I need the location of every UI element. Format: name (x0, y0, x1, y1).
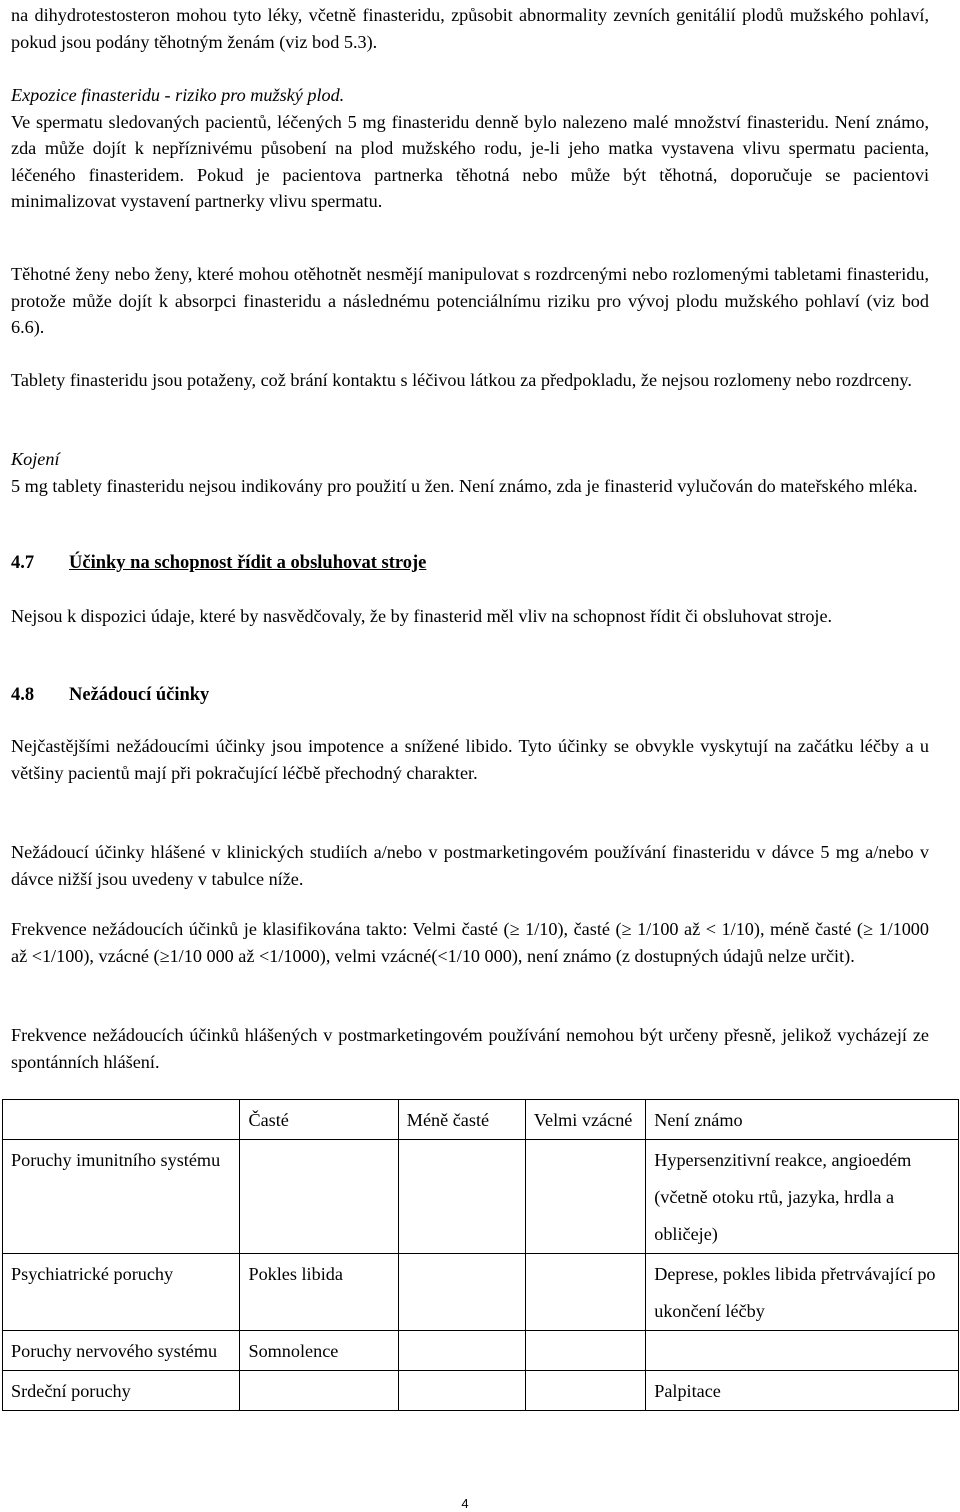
section-heading-4-8 (11, 682, 929, 708)
table-cell (398, 1140, 525, 1254)
table-cell: Srdeční poruchy (3, 1371, 240, 1411)
table-cell (525, 1140, 645, 1254)
paragraph-breastfeeding (11, 446, 929, 499)
page-number: 4 (461, 1496, 469, 1511)
subheading-exposure: Expozice finasteridu - riziko pro mužský plod. (11, 85, 345, 105)
table-cell (240, 1140, 398, 1254)
paragraph-driving: Nejsou k dispozici údaje, které by nasvědčovaly, že by finasterid měl vliv na schopnost řídit či obsluhovat stroje. (11, 606, 833, 626)
paragraph-coated-tablets: Tablety finasteridu jsou potaženy, což brání kontaktu s léčivou látkou za předpokladu, že nejsou rozlomeny nebo rozdrceny. (11, 370, 912, 390)
paragraph-reported-effects: Nežádoucí účinky hlášené v klinických studiích a/nebo v postmarketingovém používání finasteridu v dávce 5 mg a/nebo v dávce nižší jsou uvedeny v tabulce níže. (11, 842, 929, 889)
paragraph-teratogenicity: na dihydrotestosteron mohou tyto léky, včetně finasteridu, způsobit abnormality zevních genitálií plodů mužského pohlaví, pokud jsou podány těhotným ženám (viz bod 5.3). (11, 5, 929, 52)
section-heading-4-7 (11, 550, 929, 576)
table-cell: Poruchy nervového systému (3, 1331, 240, 1371)
adverse-effects-table (2, 1099, 959, 1411)
table-cell: Pokles libida (240, 1254, 398, 1331)
paragraph-male-fetus-exposure (11, 82, 929, 215)
table-cell: Somnolence (240, 1331, 398, 1371)
paragraph-postmarketing-frequency: Frekvence nežádoucích účinků hlášených v postmarketingovém používání nemohou být určeny přesně, jelikož vycházejí ze spontánních hlášení. (11, 1025, 929, 1072)
section-title-4-7: Účinky na schopnost řídit a obsluhovat stroje (69, 553, 427, 573)
table-cell: Deprese, pokles libida přetrvávající po ukončení léčby (646, 1254, 959, 1331)
table-cell (240, 1371, 398, 1411)
table-header-row (3, 1100, 959, 1140)
table-cell (398, 1254, 525, 1331)
exposure-body: Ve spermatu sledovaných pacientů, léčených 5 mg finasteridu denně bylo nalezeno malé množství finasteridu. Není známo, zda může dojít k nepříznivému působení na plod mužského rodu, je-li jeho matka vystavena vlivu spermatu pacienta, léčeného finasteridem. Pokud je pacientova partnerka těhotná nebo může být těhotná, doporučuje se pacientovi minimalizovat vystavení partnerky vlivu spermatu. (11, 111, 929, 211)
table-row (3, 1331, 959, 1371)
section-number-4-8: 4.8 (11, 685, 35, 705)
paragraph-common-effects: Nejčastějšími nežádoucími účinky jsou impotence a snížené libido. Tyto účinky se obvykle vyskytují na začátku léčby a u většiny pacientů mají při pokračující léčbě přechodný charakter. (11, 736, 929, 783)
table-cell (398, 1371, 525, 1411)
table-header-cell: Časté (240, 1100, 398, 1140)
paragraph-pregnant-handling: Těhotné ženy nebo ženy, které mohou otěhotnět nesmějí manipulovat s rozdrcenými nebo rozlomenými tabletami finasteridu, protože může dojít k absorpci finasteridu a následnému potenciálnímu riziku pro vývoj plodu mužského pohlaví (viz bod 6.6). (11, 264, 929, 337)
table-header-cell: Méně časté (398, 1100, 525, 1140)
table-row (3, 1371, 959, 1411)
table-header-cell: Velmi vzácné (525, 1100, 645, 1140)
table-cell: Palpitace (646, 1371, 959, 1411)
table-cell: Hypersenzitivní reakce, angioedém (včetně otoku rtů, jazyka, hrdla a obličeje) (646, 1140, 959, 1254)
table-header-cell: Není známo (646, 1100, 959, 1140)
table-row (3, 1140, 959, 1254)
breastfeeding-body: 5 mg tablety finasteridu nejsou indikovány pro použití u žen. Není známo, zda je finasterid vylučován do mateřského mléka. (11, 475, 918, 496)
table-header-cell (3, 1100, 240, 1140)
table-cell (525, 1254, 645, 1331)
paragraph-frequency-classification: Frekvence nežádoucích účinků je klasifikována takto: Velmi časté (≥ 1/10), časté (≥ 1/100 až < 1/10), méně časté (≥ 1/1000 až <1/100), vzácné (≥1/10 000 až <1/1000), velmi vzácné(<1/10 000), není známo (z dostupných údajů nelze určit). (11, 919, 929, 966)
section-number-4-7: 4.7 (11, 553, 35, 573)
table-cell: Psychiatrické poruchy (3, 1254, 240, 1331)
subheading-breastfeeding: Kojení (11, 449, 60, 469)
table-cell: Poruchy imunitního systému (3, 1140, 240, 1254)
table-row (3, 1254, 959, 1331)
table-cell (398, 1331, 525, 1371)
section-title-4-8: Nežádoucí účinky (69, 685, 210, 705)
table-cell (525, 1371, 645, 1411)
table-cell (525, 1331, 645, 1371)
table-cell (646, 1331, 959, 1371)
